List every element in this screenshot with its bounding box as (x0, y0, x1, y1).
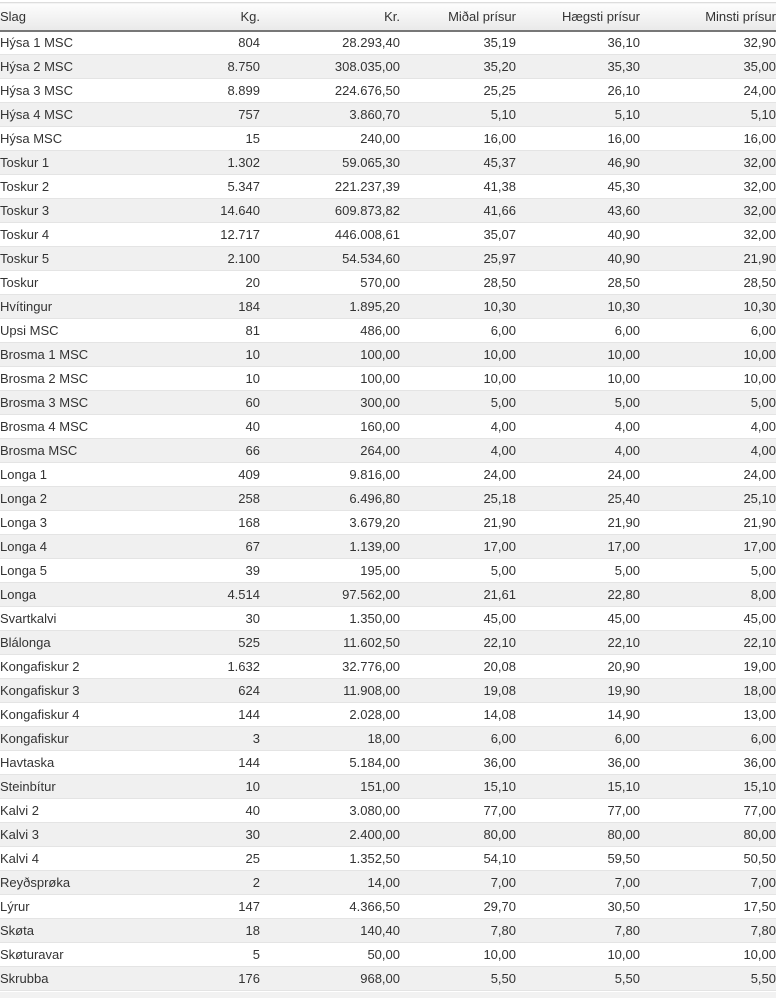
cell-kg: 176 (150, 967, 260, 991)
cell-haegsti: 10,00 (516, 367, 640, 391)
cell-minsti: 24,00 (640, 463, 776, 487)
cell-midal: 15,10 (400, 775, 516, 799)
cell-kr: 3.679,20 (260, 511, 400, 535)
cell-slag: Toskur 3 (0, 199, 150, 223)
cell-haegsti: 22,80 (516, 583, 640, 607)
cell-midal: 4,00 (400, 439, 516, 463)
cell-slag: Svartkalvi (0, 607, 150, 631)
cell-minsti: 7,00 (640, 871, 776, 895)
table-row (0, 55, 776, 79)
cell-kg: 757 (150, 103, 260, 127)
table-row (0, 703, 776, 727)
cell-kr: 100,00 (260, 367, 400, 391)
cell-kr: 570,00 (260, 271, 400, 295)
cell-haegsti: 46,90 (516, 151, 640, 175)
price-table-body (0, 31, 776, 991)
cell-haegsti: 25,40 (516, 487, 640, 511)
table-row (0, 799, 776, 823)
cell-midal: 41,38 (400, 175, 516, 199)
cell-haegsti: 7,80 (516, 919, 640, 943)
cell-kr: 140,40 (260, 919, 400, 943)
cell-kg: 81 (150, 319, 260, 343)
table-row (0, 511, 776, 535)
cell-kg: 2.100 (150, 247, 260, 271)
table-row (0, 487, 776, 511)
cell-minsti: 6,00 (640, 319, 776, 343)
cell-midal: 5,00 (400, 391, 516, 415)
cell-midal: 21,90 (400, 511, 516, 535)
cell-kr: 300,00 (260, 391, 400, 415)
cell-haegsti: 15,10 (516, 775, 640, 799)
cell-slag: Brosma 4 MSC (0, 415, 150, 439)
cell-minsti: 18,00 (640, 679, 776, 703)
cell-kr: 6.496,80 (260, 487, 400, 511)
cell-minsti: 10,00 (640, 943, 776, 967)
table-row (0, 631, 776, 655)
cell-haegsti: 45,00 (516, 607, 640, 631)
cell-haegsti: 5,00 (516, 559, 640, 583)
cell-haegsti: 26,10 (516, 79, 640, 103)
cell-midal: 10,30 (400, 295, 516, 319)
table-row (0, 919, 776, 943)
cell-kr: 151,00 (260, 775, 400, 799)
column-header-slag: Slag (0, 3, 150, 31)
cell-slag: Longa 1 (0, 463, 150, 487)
cell-kr: 195,00 (260, 559, 400, 583)
table-row (0, 79, 776, 103)
cell-haegsti: 59,50 (516, 847, 640, 871)
cell-minsti: 32,00 (640, 223, 776, 247)
cell-haegsti: 10,00 (516, 943, 640, 967)
table-row (0, 343, 776, 367)
cell-kr: 968,00 (260, 967, 400, 991)
cell-slag: Steinbítur (0, 775, 150, 799)
cell-slag: Brosma MSC (0, 439, 150, 463)
cell-kg: 40 (150, 799, 260, 823)
cell-kr: 240,00 (260, 127, 400, 151)
cell-kr: 97.562,00 (260, 583, 400, 607)
cell-kg: 39 (150, 559, 260, 583)
cell-slag: Hýsa 2 MSC (0, 55, 150, 79)
cell-kg: 804 (150, 31, 260, 55)
cell-kg: 10 (150, 343, 260, 367)
cell-minsti: 4,00 (640, 415, 776, 439)
table-row (0, 535, 776, 559)
cell-midal: 25,25 (400, 79, 516, 103)
cell-slag: Skrubba (0, 967, 150, 991)
cell-kg: 1.632 (150, 655, 260, 679)
cell-slag: Reyðsprøka (0, 871, 150, 895)
cell-kg: 25 (150, 847, 260, 871)
cell-haegsti: 24,00 (516, 463, 640, 487)
cell-minsti: 80,00 (640, 823, 776, 847)
cell-kg: 10 (150, 367, 260, 391)
table-row (0, 175, 776, 199)
cell-minsti: 50,50 (640, 847, 776, 871)
cell-midal: 29,70 (400, 895, 516, 919)
cell-kg: 10 (150, 775, 260, 799)
cell-haegsti: 5,00 (516, 391, 640, 415)
cell-midal: 10,00 (400, 367, 516, 391)
table-row (0, 967, 776, 991)
cell-kg: 184 (150, 295, 260, 319)
table-row (0, 439, 776, 463)
table-row (0, 247, 776, 271)
cell-kg: 525 (150, 631, 260, 655)
table-row (0, 607, 776, 631)
column-header-haegsti: Hægsti prísur (516, 3, 640, 31)
cell-kg: 2 (150, 871, 260, 895)
cell-midal: 41,66 (400, 199, 516, 223)
cell-minsti: 28,50 (640, 271, 776, 295)
cell-minsti: 32,00 (640, 151, 776, 175)
cell-midal: 25,18 (400, 487, 516, 511)
cell-kg: 20 (150, 271, 260, 295)
column-header-kg: Kg. (150, 3, 260, 31)
cell-kr: 1.352,50 (260, 847, 400, 871)
cell-kr: 18,00 (260, 727, 400, 751)
table-row (0, 223, 776, 247)
cell-midal: 35,19 (400, 31, 516, 55)
cell-haegsti: 5,50 (516, 967, 640, 991)
cell-kg: 168 (150, 511, 260, 535)
cell-haegsti: 16,00 (516, 127, 640, 151)
table-row (0, 271, 776, 295)
cell-kr: 3.080,00 (260, 799, 400, 823)
cell-kg: 3 (150, 727, 260, 751)
cell-minsti: 22,10 (640, 631, 776, 655)
cell-midal: 7,00 (400, 871, 516, 895)
cell-kg: 4.514 (150, 583, 260, 607)
price-table-header (0, 3, 776, 31)
cell-haegsti: 21,90 (516, 511, 640, 535)
cell-haegsti: 5,10 (516, 103, 640, 127)
cell-haegsti: 14,90 (516, 703, 640, 727)
cell-midal: 28,50 (400, 271, 516, 295)
cell-minsti: 15,10 (640, 775, 776, 799)
cell-slag: Brosma 3 MSC (0, 391, 150, 415)
cell-minsti: 6,00 (640, 727, 776, 751)
cell-kg: 18 (150, 919, 260, 943)
table-row (0, 679, 776, 703)
cell-kr: 11.602,50 (260, 631, 400, 655)
cell-midal: 5,50 (400, 967, 516, 991)
cell-minsti: 5,50 (640, 967, 776, 991)
cell-kg: 5.347 (150, 175, 260, 199)
cell-kg: 409 (150, 463, 260, 487)
cell-kr: 100,00 (260, 343, 400, 367)
column-header-midal: Miðal prísur (400, 3, 516, 31)
cell-slag: Longa 3 (0, 511, 150, 535)
cell-midal: 36,00 (400, 751, 516, 775)
cell-midal: 80,00 (400, 823, 516, 847)
cell-midal: 25,97 (400, 247, 516, 271)
cell-slag: Hvítingur (0, 295, 150, 319)
cell-minsti: 5,00 (640, 559, 776, 583)
cell-haegsti: 40,90 (516, 223, 640, 247)
cell-minsti: 13,00 (640, 703, 776, 727)
header-row (0, 3, 776, 31)
cell-kr: 308.035,00 (260, 55, 400, 79)
cell-haegsti: 77,00 (516, 799, 640, 823)
cell-haegsti: 4,00 (516, 415, 640, 439)
cell-slag: Toskur 1 (0, 151, 150, 175)
table-row (0, 31, 776, 55)
cell-minsti: 5,00 (640, 391, 776, 415)
cell-kr: 160,00 (260, 415, 400, 439)
cell-midal: 17,00 (400, 535, 516, 559)
cell-midal: 10,00 (400, 343, 516, 367)
cell-slag: Kongafiskur 4 (0, 703, 150, 727)
cell-minsti: 24,00 (640, 79, 776, 103)
cell-haegsti: 40,90 (516, 247, 640, 271)
table-row (0, 727, 776, 751)
cell-slag: Kalvi 2 (0, 799, 150, 823)
cell-kr: 54.534,60 (260, 247, 400, 271)
cell-midal: 19,08 (400, 679, 516, 703)
table-row (0, 295, 776, 319)
cell-minsti: 17,00 (640, 535, 776, 559)
cell-minsti: 17,50 (640, 895, 776, 919)
cell-kg: 40 (150, 415, 260, 439)
cell-midal: 14,08 (400, 703, 516, 727)
cell-midal: 35,20 (400, 55, 516, 79)
cell-midal: 6,00 (400, 319, 516, 343)
cell-kr: 11.908,00 (260, 679, 400, 703)
cell-midal: 24,00 (400, 463, 516, 487)
cell-haegsti: 20,90 (516, 655, 640, 679)
cell-haegsti: 10,30 (516, 295, 640, 319)
cell-slag: Longa 4 (0, 535, 150, 559)
cell-minsti: 32,00 (640, 199, 776, 223)
cell-minsti: 10,00 (640, 367, 776, 391)
cell-kr: 2.400,00 (260, 823, 400, 847)
cell-haegsti: 28,50 (516, 271, 640, 295)
cell-kg: 60 (150, 391, 260, 415)
cell-minsti: 7,80 (640, 919, 776, 943)
cell-midal: 16,00 (400, 127, 516, 151)
table-row (0, 895, 776, 919)
cell-kg: 30 (150, 823, 260, 847)
cell-kr: 14,00 (260, 871, 400, 895)
cell-haegsti: 45,30 (516, 175, 640, 199)
cell-minsti: 21,90 (640, 511, 776, 535)
cell-kr: 1.350,00 (260, 607, 400, 631)
cell-haegsti: 6,00 (516, 319, 640, 343)
cell-slag: Hýsa 1 MSC (0, 31, 150, 55)
cell-midal: 5,00 (400, 559, 516, 583)
table-row (0, 391, 776, 415)
cell-kr: 2.028,00 (260, 703, 400, 727)
cell-minsti: 32,90 (640, 31, 776, 55)
cell-midal: 7,80 (400, 919, 516, 943)
cell-kg: 1.302 (150, 151, 260, 175)
cell-kr: 50,00 (260, 943, 400, 967)
cell-minsti: 19,00 (640, 655, 776, 679)
cell-slag: Skøta (0, 919, 150, 943)
cell-kr: 224.676,50 (260, 79, 400, 103)
column-header-kr: Kr. (260, 3, 400, 31)
table-row (0, 583, 776, 607)
cell-kr: 9.816,00 (260, 463, 400, 487)
cell-haegsti: 35,30 (516, 55, 640, 79)
cell-haegsti: 4,00 (516, 439, 640, 463)
price-table (0, 2, 776, 991)
cell-minsti: 10,30 (640, 295, 776, 319)
cell-haegsti: 36,00 (516, 751, 640, 775)
cell-minsti: 77,00 (640, 799, 776, 823)
cell-kg: 12.717 (150, 223, 260, 247)
table-row (0, 847, 776, 871)
cell-midal: 10,00 (400, 943, 516, 967)
table-row (0, 103, 776, 127)
cell-kg: 144 (150, 751, 260, 775)
cell-kg: 5 (150, 943, 260, 967)
table-row (0, 463, 776, 487)
cell-haegsti: 22,10 (516, 631, 640, 655)
cell-kr: 486,00 (260, 319, 400, 343)
cell-slag: Upsi MSC (0, 319, 150, 343)
cell-slag: Kongafiskur 3 (0, 679, 150, 703)
cell-minsti: 45,00 (640, 607, 776, 631)
cell-haegsti: 19,90 (516, 679, 640, 703)
cell-midal: 35,07 (400, 223, 516, 247)
cell-midal: 21,61 (400, 583, 516, 607)
table-row (0, 775, 776, 799)
cell-kr: 1.895,20 (260, 295, 400, 319)
cell-midal: 22,10 (400, 631, 516, 655)
cell-haegsti: 80,00 (516, 823, 640, 847)
cell-haegsti: 36,10 (516, 31, 640, 55)
cell-kg: 258 (150, 487, 260, 511)
cell-kg: 147 (150, 895, 260, 919)
cell-slag: Skøturavar (0, 943, 150, 967)
table-row (0, 823, 776, 847)
cell-slag: Longa 2 (0, 487, 150, 511)
cell-midal: 6,00 (400, 727, 516, 751)
cell-minsti: 25,10 (640, 487, 776, 511)
cell-midal: 20,08 (400, 655, 516, 679)
cell-midal: 5,10 (400, 103, 516, 127)
cell-haegsti: 17,00 (516, 535, 640, 559)
cell-midal: 4,00 (400, 415, 516, 439)
table-row (0, 559, 776, 583)
table-row (0, 655, 776, 679)
cell-midal: 77,00 (400, 799, 516, 823)
cell-minsti: 21,90 (640, 247, 776, 271)
cell-kr: 5.184,00 (260, 751, 400, 775)
cell-minsti: 36,00 (640, 751, 776, 775)
cell-kg: 144 (150, 703, 260, 727)
cell-slag: Kongafiskur (0, 727, 150, 751)
cell-minsti: 8,00 (640, 583, 776, 607)
cell-haegsti: 7,00 (516, 871, 640, 895)
cell-slag: Hýsa 3 MSC (0, 79, 150, 103)
cell-slag: Toskur (0, 271, 150, 295)
cell-kg: 8.899 (150, 79, 260, 103)
cell-kr: 28.293,40 (260, 31, 400, 55)
cell-kr: 446.008,61 (260, 223, 400, 247)
cell-slag: Brosma 1 MSC (0, 343, 150, 367)
cell-haegsti: 43,60 (516, 199, 640, 223)
cell-haegsti: 30,50 (516, 895, 640, 919)
cell-minsti: 32,00 (640, 175, 776, 199)
cell-kr: 1.139,00 (260, 535, 400, 559)
cell-kr: 221.237,39 (260, 175, 400, 199)
cell-kg: 15 (150, 127, 260, 151)
page (0, 2, 776, 998)
cell-slag: Kongafiskur 2 (0, 655, 150, 679)
cell-slag: Hýsa MSC (0, 127, 150, 151)
cell-kr: 609.873,82 (260, 199, 400, 223)
cell-midal: 45,00 (400, 607, 516, 631)
table-row (0, 415, 776, 439)
cell-minsti: 4,00 (640, 439, 776, 463)
table-row (0, 151, 776, 175)
cell-slag: Hýsa 4 MSC (0, 103, 150, 127)
cell-kg: 66 (150, 439, 260, 463)
cell-kg: 14.640 (150, 199, 260, 223)
cell-minsti: 5,10 (640, 103, 776, 127)
table-row (0, 319, 776, 343)
bottom-strip (0, 992, 776, 998)
cell-slag: Blálonga (0, 631, 150, 655)
cell-slag: Toskur 4 (0, 223, 150, 247)
cell-minsti: 10,00 (640, 343, 776, 367)
cell-slag: Longa (0, 583, 150, 607)
cell-minsti: 35,00 (640, 55, 776, 79)
cell-kr: 264,00 (260, 439, 400, 463)
column-header-minsti: Minsti prísur (640, 3, 776, 31)
cell-kr: 32.776,00 (260, 655, 400, 679)
cell-kg: 30 (150, 607, 260, 631)
cell-slag: Longa 5 (0, 559, 150, 583)
cell-kr: 59.065,30 (260, 151, 400, 175)
cell-haegsti: 6,00 (516, 727, 640, 751)
cell-kg: 8.750 (150, 55, 260, 79)
cell-kr: 3.860,70 (260, 103, 400, 127)
cell-slag: Kalvi 4 (0, 847, 150, 871)
cell-slag: Kalvi 3 (0, 823, 150, 847)
cell-kg: 67 (150, 535, 260, 559)
table-row (0, 871, 776, 895)
cell-slag: Havtaska (0, 751, 150, 775)
table-row (0, 127, 776, 151)
cell-midal: 45,37 (400, 151, 516, 175)
cell-slag: Brosma 2 MSC (0, 367, 150, 391)
table-row (0, 199, 776, 223)
cell-kg: 624 (150, 679, 260, 703)
cell-slag: Toskur 5 (0, 247, 150, 271)
cell-slag: Toskur 2 (0, 175, 150, 199)
cell-kr: 4.366,50 (260, 895, 400, 919)
table-row (0, 751, 776, 775)
cell-haegsti: 10,00 (516, 343, 640, 367)
table-row (0, 367, 776, 391)
table-row (0, 943, 776, 967)
cell-minsti: 16,00 (640, 127, 776, 151)
cell-slag: Lýrur (0, 895, 150, 919)
cell-midal: 54,10 (400, 847, 516, 871)
